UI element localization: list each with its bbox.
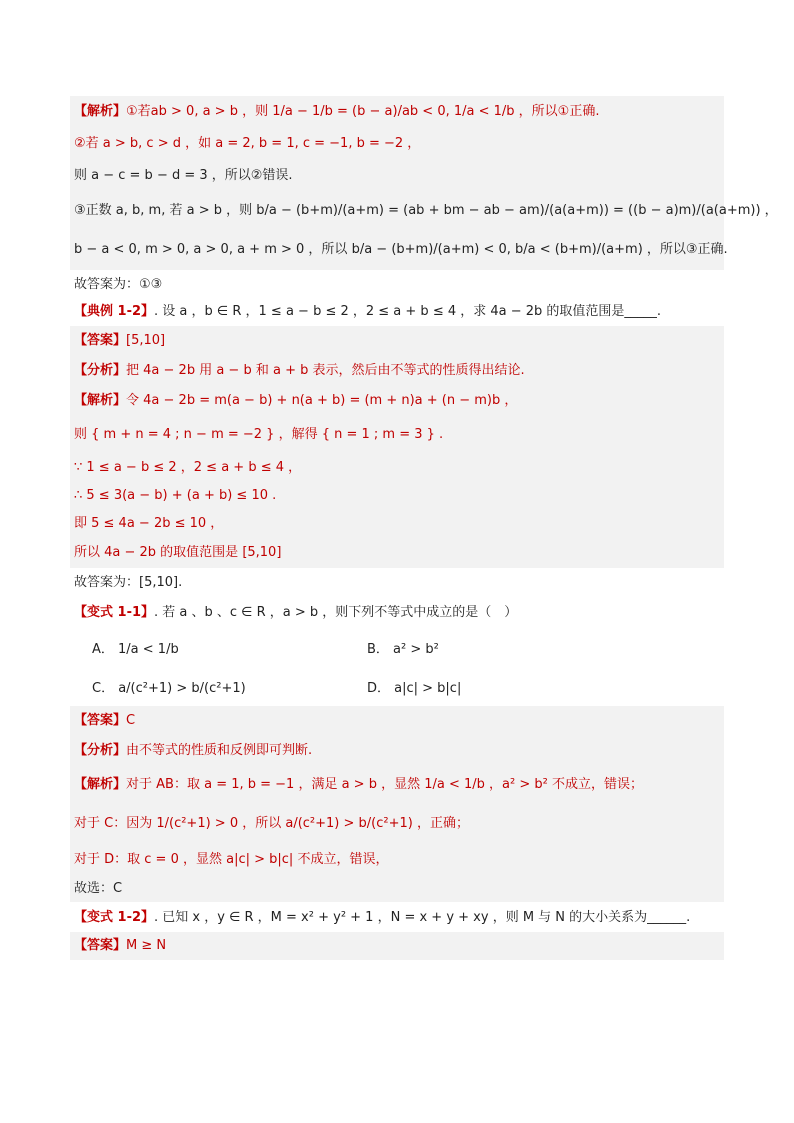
options-row-cd xyxy=(70,667,724,706)
example-jiexi-line-1 xyxy=(70,386,724,416)
example-answer-tag: 【答案】 xyxy=(74,333,127,348)
analysis-line-4 xyxy=(70,192,778,230)
variant-1-1-jiexi-text-3: 对于 D：取 c = 0 ，显然 a|c| > b|c| 不成立，错误， xyxy=(74,852,389,867)
analysis-line-2 xyxy=(70,128,724,160)
answer-text-1: 故答案为：①③ xyxy=(74,277,163,292)
variant-1-2-answer-value: M ≥ N xyxy=(126,938,167,953)
example-jiexi-text-4: ∴ 5 ≤ 3(a − b) + (a + b) ≤ 10 . xyxy=(74,488,277,503)
variant-1-1-fenxi-tag: 【分析】 xyxy=(74,743,127,758)
variant-1-1-jiexi-line-3 xyxy=(70,844,724,876)
example-analysis-line xyxy=(70,356,724,386)
example-jiexi-line-4 xyxy=(70,482,724,510)
document-page xyxy=(70,96,778,960)
variant-1-1-jiexi-text-1: 对于 AB：取 a = 1, b = −1 ，满足 a > b ，显然 1/a < 1/b ，a² > b² 不成立，错误； xyxy=(126,777,643,792)
example-final-text: 故答案为：[5,10]. xyxy=(74,575,183,590)
example-jiexi-tag: 【解析】 xyxy=(74,393,127,408)
example-fenxi-tag: 【分析】 xyxy=(74,363,127,378)
example-jiexi-line-2 xyxy=(70,416,724,454)
example-final-line xyxy=(70,568,724,598)
variant-1-1-fenxi-text: 由不等式的性质和反例即可判断. xyxy=(126,743,313,758)
example-tag: 【典例 1-2】 xyxy=(74,304,155,319)
variant-1-2-question xyxy=(70,902,724,932)
variant-1-1-question-text: . 若 a 、b 、c ∈ R ，a > b ，则下列不等式中成立的是（ ） xyxy=(154,605,518,620)
variant-1-1-jiexi-tag: 【解析】 xyxy=(74,777,127,792)
example-jiexi-line-3 xyxy=(70,454,724,482)
variant-1-1-question xyxy=(70,598,724,628)
example-jiexi-text-3: ∵ 1 ≤ a − b ≤ 2 ，2 ≤ a + b ≤ 4 ， xyxy=(74,460,302,475)
example-jiexi-text-1: 令 4a − 2b = m(a − b) + n(a + b) = (m + n)a + (n − m)b ， xyxy=(126,393,518,408)
example-answer-line xyxy=(70,326,724,356)
option-d: D． a|c| > b|c| xyxy=(367,681,462,696)
analysis-text-1: ①若ab > 0, a > b ，则 1/a − 1/b = (b − a)/ab < 0, 1/a < 1/b ，所以①正确. xyxy=(126,104,600,119)
variant-1-1-jiexi-text-2: 对于 C：因为 1/(c²+1) > 0 ，所以 a/(c²+1) > b/(c²+1) ，正确； xyxy=(74,816,469,831)
analysis-text-2: ②若 a > b, c > d ，如 a = 2, b = 1, c = −1, b = −2 ， xyxy=(74,136,421,151)
options-row-ab xyxy=(70,628,724,667)
option-a: A． 1/a < 1/b xyxy=(92,642,179,657)
example-jiexi-line-6 xyxy=(70,538,724,568)
variant-1-2-question-text: . 已知 x ，y ∈ R ，M = x² + y² + 1 ，N = x + y + xy ，则 M 与 N 的大小关系为______. xyxy=(154,910,691,925)
analysis-text-5: b − a < 0, m > 0, a > 0, a + m > 0 ，所以 b/a − (b+m)/(a+m) < 0, b/a < (b+m)/(a+m) ，所以③正确. xyxy=(74,242,728,257)
example-jiexi-text-6: 所以 4a − 2b 的取值范围是 [5,10] xyxy=(74,545,282,560)
variant-1-1-answer-line xyxy=(70,706,724,736)
variant-1-1-final-text: 故选：C xyxy=(74,881,123,896)
variant-1-2-tag: 【变式 1-2】 xyxy=(74,910,155,925)
variant-1-2-answer-tag: 【答案】 xyxy=(74,938,127,953)
example-question-text: . 设 a ，b ∈ R ，1 ≤ a − b ≤ 2 ，2 ≤ a + b ≤ 4 ，求 4a − 2b 的取值范围是_____. xyxy=(154,304,662,319)
variant-1-1-answer-value: C xyxy=(126,713,136,728)
example-jiexi-line-5 xyxy=(70,510,724,538)
analysis-line-3 xyxy=(70,160,724,192)
example-jiexi-text-2: 则 { m + n = 4 ; n − m = −2 } ，解得 { n = 1 ; m = 3 } . xyxy=(74,427,444,442)
variant-1-1-jiexi-line-1 xyxy=(70,766,724,804)
analysis-line-5 xyxy=(70,230,728,270)
analysis-text-4: ③正数 a, b, m, 若 a > b ，则 b/a − (b+m)/(a+m) = (ab + bm − ab − am)/(a(a+m)) = ((b − a)m)/(a(a+m)) ， xyxy=(74,203,778,218)
analysis-line-1 xyxy=(70,96,724,128)
variant-1-1-fenxi-line xyxy=(70,736,724,766)
option-b: B． a² > b² xyxy=(367,642,439,657)
analysis-text-3: 则 a − c = b − d = 3 ，所以②错误. xyxy=(74,168,293,183)
variant-1-1-jiexi-line-2 xyxy=(70,804,724,844)
variant-1-2-answer-line xyxy=(70,932,724,960)
example-answer-value: [5,10] xyxy=(126,333,166,348)
option-c: C． a/(c²+1) > b/(c²+1) xyxy=(92,681,246,696)
variant-1-1-final-line xyxy=(70,876,724,902)
variant-1-1-answer-tag: 【答案】 xyxy=(74,713,127,728)
variant-1-1-tag: 【变式 1-1】 xyxy=(74,605,155,620)
example-jiexi-text-5: 即 5 ≤ 4a − 2b ≤ 10 ， xyxy=(74,516,224,531)
example-1-2-question xyxy=(70,298,724,326)
answer-line-1 xyxy=(70,270,724,298)
analysis-tag: 【解析】 xyxy=(74,104,127,119)
example-fenxi-text: 把 4a − 2b 用 a − b 和 a + b 表示，然后由不等式的性质得出结论. xyxy=(126,363,525,378)
